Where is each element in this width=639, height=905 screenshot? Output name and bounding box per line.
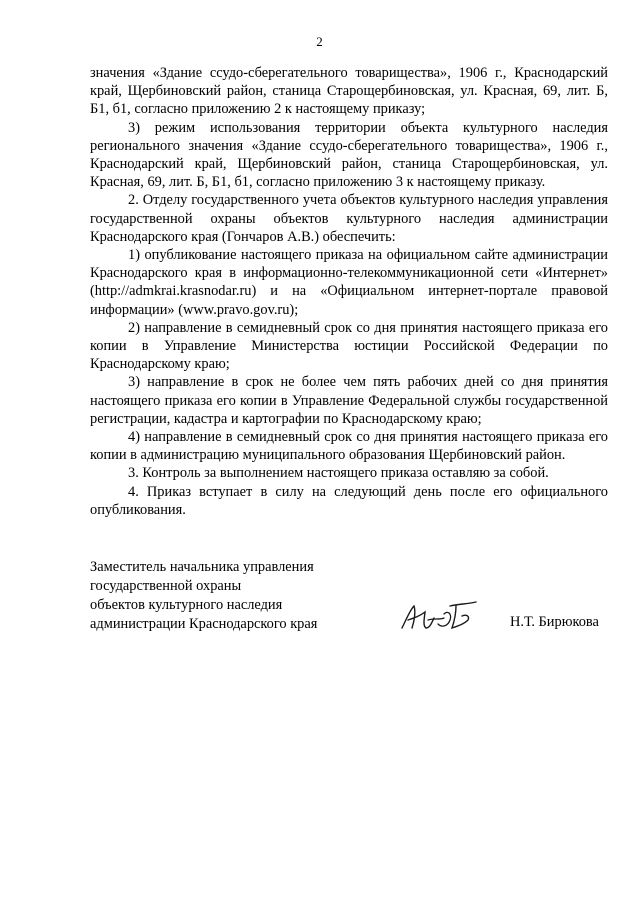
signatory-name: Н.Т. Бирюкова: [510, 614, 599, 630]
paragraph-subitem-3: 3) направление в срок не более чем пять рабочих дней со дня принятия настоящего приказа его копии в Управление Федеральной службы государственной регистрации, кадастра и картографии по Краснодарскому краю;: [90, 374, 608, 427]
paragraph-subitem-2: 2) направление в семидневный срок со дня принятия настоящего приказа его копии в Управление Министерства юстиции Российской Федерации по Краснодарскому краю;: [90, 319, 608, 373]
signatory-position-line: администрации Краснодарского края: [90, 616, 318, 632]
signatory-position-line: государственной охраны: [90, 578, 242, 594]
document-body: [90, 64, 608, 519]
page-number: 2: [316, 34, 323, 49]
handwritten-signature: [398, 598, 482, 636]
signatory-position: [90, 558, 350, 634]
paragraph-subitem-4: 4) направление в семидневный срок со дня принятия настоящего приказа его копии в администрацию муниципального образования Щербиновский район.: [90, 429, 608, 464]
signatory-position-line: объектов культурного наследия: [90, 597, 283, 613]
paragraph-subitem-1: 1) опубликование настоящего приказа на официальном сайте администрации Краснодарского края в информационно-телекоммуникационной сети «Интернет» (http://admkrai.krasnodar.ru) и на «Официальном интернет-портале правовой информации» (www.pravo.gov.ru);: [90, 247, 608, 318]
paragraph-continuation: значения «Здание ссудо-сберегательного товарищества», 1906 г., Краснодарский край, Щербиновский район, станица Старощербиновская, ул. Красная, 69, лит. Б, Б1, б1, согласно приложению 2 к настоящему приказу;: [90, 65, 608, 118]
paragraph-item-3: 3) режим использования территории объекта культурного наследия регионального значения «Здание ссудо-сберегательного товарищества», 1906 г., Краснодарский край, Щербиновский район, станица Старощербиновская, ул. Красная, 69, лит. Б, Б1, б1, согласно приложению 3 к настоящему приказу.: [90, 119, 608, 191]
paragraph-clause-4: 4. Приказ вступает в силу на следующий день после его официального опубликования.: [90, 483, 608, 518]
paragraph-clause-2: 2. Отделу государственного учета объектов культурного наследия управления государственной охраны объектов культурного наследия администрации Краснодарского края (Гончаров А.В.) обеспечить:: [90, 192, 608, 245]
signatory-position-line: Заместитель начальника управления: [90, 559, 314, 575]
paragraph-clause-3: 3. Контроль за выполнением настоящего приказа оставляю за собой.: [128, 465, 549, 482]
